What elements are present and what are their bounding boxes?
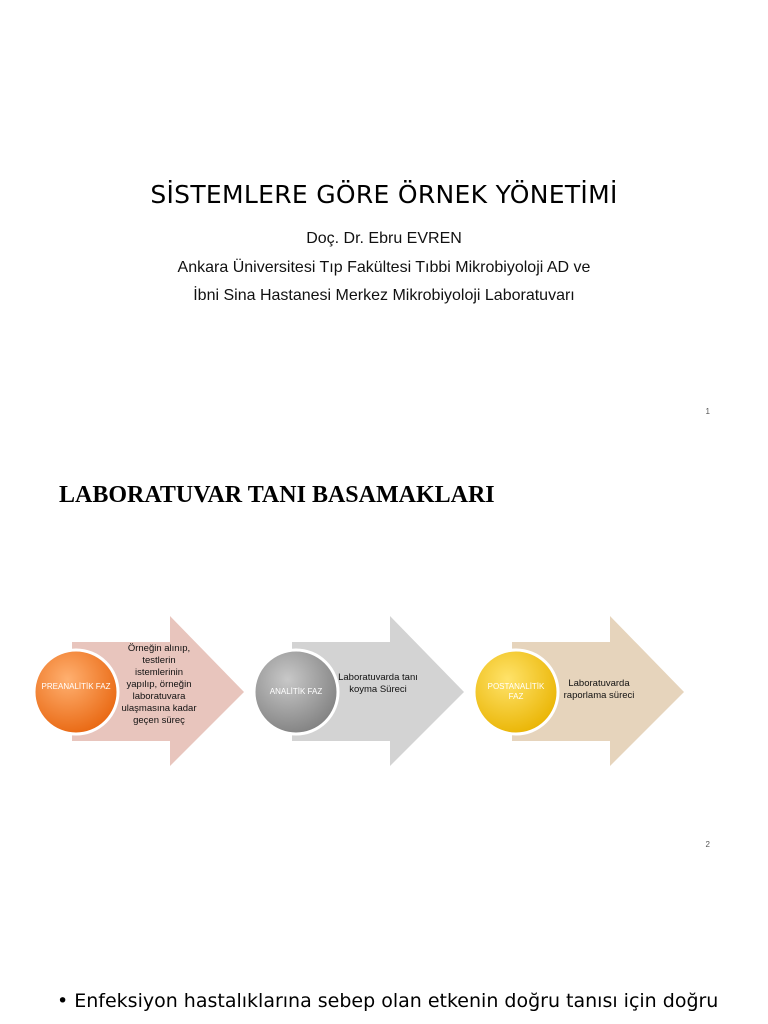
process-diagram (0, 610, 768, 775)
step-description-analytic: Laboratuvarda tanı koyma Süreci (338, 672, 418, 695)
step-description-preanalytic: Örneğin alınıp, testlerin istemlerinin yapılıp, örneğin laboratuvara ulaşmasına kadar geçen süreç (121, 643, 197, 726)
author-name: Doç. Dr. Ebru EVREN (306, 230, 462, 247)
step-description-postanalytic: Laboratuvarda raporlama süreci (563, 678, 635, 701)
slide-heading: LABORATUVAR TANI BASAMAKLARI (59, 482, 495, 508)
circle-preanalytic (34, 650, 118, 734)
circle-label-postanalytic: POSTANALİTİK FAZ (487, 682, 545, 701)
slide-title: SİSTEMLERE GÖRE ÖRNEK YÖNETİMİ (150, 180, 618, 209)
page-number: 2 (705, 840, 710, 849)
bullet-text: • Enfeksiyon hastalıklarına sebep olan etkenin doğru tanısı için doğru (57, 990, 719, 1012)
affiliation-line-2: İbni Sina Hastanesi Merkez Mikrobiyoloji Laboratuvarı (193, 287, 575, 304)
page-number: 1 (705, 407, 710, 416)
affiliation-line-1: Ankara Üniversitesi Tıp Fakültesi Tıbbi Mikrobiyoloji AD ve (177, 259, 591, 276)
circle-label-preanalytic: PREANALİTİK FAZ (41, 682, 111, 691)
circle-label-analytic: ANALİTİK FAZ (269, 687, 323, 696)
